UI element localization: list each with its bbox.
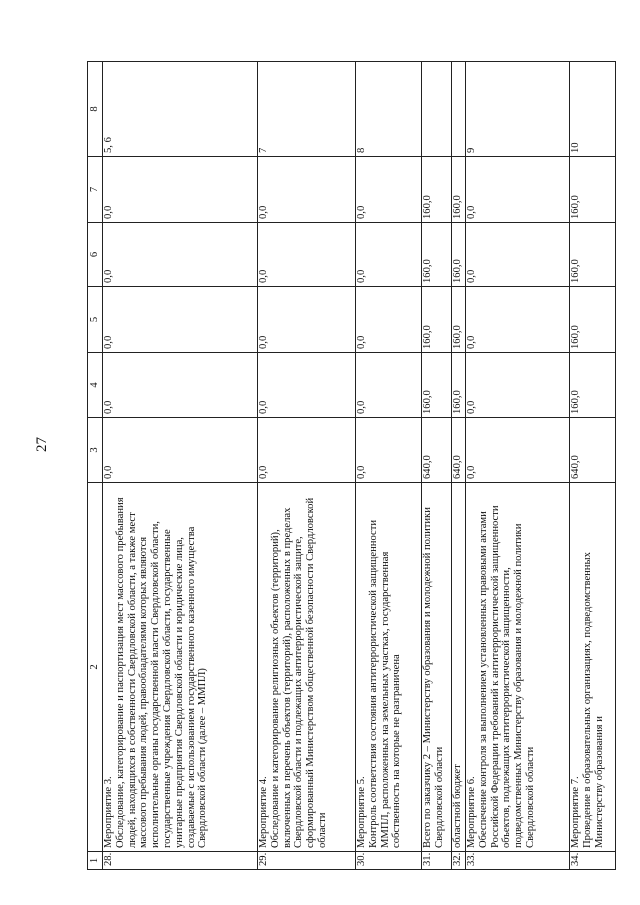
cell-value: 160,0: [452, 157, 466, 223]
cell-value: 0,0: [258, 157, 356, 223]
cell-value: 8: [356, 62, 422, 157]
table-row: [103, 62, 258, 870]
row-number: 34.: [570, 852, 616, 870]
row-name: Мероприятие 3. Обследование, категорирование и паспортизация мест массового пребывания людей, находящихся в собственности Свердловской области, а также мест массового пребывания людей, правообладателями которых являются исполнительные органы государственной власти Свердловской области, государственные учреждения Свердловской области, государственные унитарные предприятия Свердловской области и юридические лица, создаваемые с использованием государственного казенного имущества Свердловской области (далее – ММПЛ): [103, 483, 258, 852]
cell-value: 0,0: [103, 157, 258, 223]
cell-value: 160,0: [422, 353, 452, 418]
header-cell: 5: [88, 287, 103, 353]
cell-value: [422, 62, 452, 157]
row-number: 29.: [258, 852, 356, 870]
cell-value: 0,0: [258, 353, 356, 418]
header-cell: 7: [88, 157, 103, 223]
cell-value: 5, 6: [103, 62, 258, 157]
row-name: областной бюджет: [452, 483, 466, 852]
row-name: Мероприятие 6. Обеспечение контроля за выполнением установленных правовыми актами Российской Федерации требований к антитеррористической защищенности объектов, подлежащих антитеррористической защищенности, подведомственных Министерству образования и молодежной политики Свердловской области: [466, 483, 570, 852]
cell-value: 0,0: [356, 157, 422, 223]
cell-value: 0,0: [258, 287, 356, 353]
cell-value: 640,0: [570, 418, 616, 483]
row-number: 31.: [422, 852, 452, 870]
cell-value: 0,0: [466, 418, 570, 483]
table-row: [570, 62, 616, 870]
cell-value: 0,0: [356, 223, 422, 287]
row-number: 30.: [356, 852, 422, 870]
cell-value: 7: [258, 62, 356, 157]
cell-value: 160,0: [452, 287, 466, 353]
cell-value: 0,0: [103, 418, 258, 483]
cell-value: 0,0: [356, 353, 422, 418]
cell-value: 160,0: [422, 223, 452, 287]
table-row: [466, 62, 570, 870]
cell-value: 0,0: [258, 223, 356, 287]
cell-value: 0,0: [466, 287, 570, 353]
rotated-table-wrapper: [87, 62, 614, 870]
table-row: [422, 62, 452, 870]
table-row: [452, 62, 466, 870]
cell-value: 0,0: [258, 418, 356, 483]
cell-value: 10: [570, 62, 616, 157]
row-number: 32.: [452, 852, 466, 870]
header-cell: 4: [88, 353, 103, 418]
cell-value: 9: [466, 62, 570, 157]
cell-value: 160,0: [452, 223, 466, 287]
cell-value: 160,0: [570, 223, 616, 287]
cell-value: 160,0: [570, 287, 616, 353]
program-table: [87, 61, 616, 870]
row-name: Всего по заказчику 2 – Министерству образования и молодежной политики Свердловской области: [422, 483, 452, 852]
row-name: Мероприятие 4. Обследование и категорирование религиозных объектов (территорий), включенных в перечень объектов (территорий), расположенных в пределах Свердловской области и подлежащих антитеррористической защите, сформированный Министерством общественной безопасности Свердловской области: [258, 483, 356, 852]
cell-value: 0,0: [103, 353, 258, 418]
row-number: 33.: [466, 852, 570, 870]
cell-value: 160,0: [570, 353, 616, 418]
header-row: [88, 62, 103, 870]
cell-value: 160,0: [452, 353, 466, 418]
cell-value: 640,0: [422, 418, 452, 483]
cell-value: 0,0: [103, 223, 258, 287]
cell-value: 0,0: [103, 287, 258, 353]
header-cell: 3: [88, 418, 103, 483]
table-row: [356, 62, 422, 870]
cell-value: 160,0: [422, 287, 452, 353]
row-number: 28.: [103, 852, 258, 870]
header-cell: 8: [88, 62, 103, 157]
cell-value: 0,0: [466, 353, 570, 418]
cell-value: 0,0: [466, 157, 570, 223]
cell-value: 640,0: [452, 418, 466, 483]
cell-value: 0,0: [356, 418, 422, 483]
header-cell: 2: [88, 483, 103, 852]
cell-value: [452, 62, 466, 157]
table-row: [258, 62, 356, 870]
header-cell: 6: [88, 223, 103, 287]
cell-value: 0,0: [356, 287, 422, 353]
row-name: Мероприятие 7. Проведение в образовательных организациях, подведомственных Министерству образования и: [570, 483, 616, 852]
cell-value: 0,0: [466, 223, 570, 287]
cell-value: 160,0: [422, 157, 452, 223]
row-name: Мероприятие 5. Контроль соответствия состояния антитеррористической защищенности ММПЛ, расположенных на земельных участках, государственная собственность на которые не разграничена: [356, 483, 422, 852]
header-cell: 1: [88, 852, 103, 870]
cell-value: 160,0: [570, 157, 616, 223]
page-number: 27: [34, 437, 50, 452]
